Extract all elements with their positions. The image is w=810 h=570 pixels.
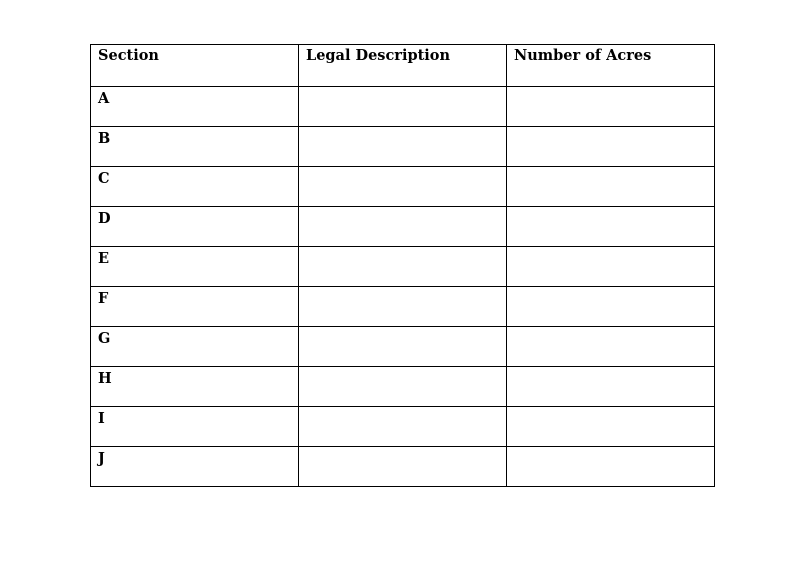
legal-description-cell [299,87,507,127]
legal-description-cell [299,327,507,367]
table-row [91,367,715,407]
number-of-acres-cell [507,447,715,487]
table-row [91,167,715,207]
section-cell: B [91,127,299,167]
section-cell: J [91,447,299,487]
number-of-acres-cell [507,127,715,167]
document-body [90,44,715,487]
legal-description-cell [299,287,507,327]
number-of-acres-cell [507,407,715,447]
table-row [91,87,715,127]
table-row [91,127,715,167]
table-row [91,447,715,487]
legal-description-cell [299,367,507,407]
table-header-row [91,45,715,87]
legal-description-cell [299,207,507,247]
legal-description-cell [299,407,507,447]
number-of-acres-cell [507,167,715,207]
land-sections-table [90,44,715,487]
table-row [91,287,715,327]
legal-description-cell [299,167,507,207]
section-cell: A [91,87,299,127]
section-cell: C [91,167,299,207]
header-legal-description: Legal Description [299,45,507,87]
table-row [91,407,715,447]
header-section: Section [91,45,299,87]
number-of-acres-cell [507,287,715,327]
header-number-of-acres: Number of Acres [507,45,715,87]
section-cell: D [91,207,299,247]
table-row [91,327,715,367]
number-of-acres-cell [507,367,715,407]
legal-description-cell [299,247,507,287]
legal-description-cell [299,127,507,167]
number-of-acres-cell [507,87,715,127]
section-cell: I [91,407,299,447]
legal-description-cell [299,447,507,487]
table-row [91,247,715,287]
number-of-acres-cell [507,207,715,247]
number-of-acres-cell [507,327,715,367]
section-cell: H [91,367,299,407]
number-of-acres-cell [507,247,715,287]
section-cell: G [91,327,299,367]
table-row [91,207,715,247]
section-cell: F [91,287,299,327]
section-cell: E [91,247,299,287]
